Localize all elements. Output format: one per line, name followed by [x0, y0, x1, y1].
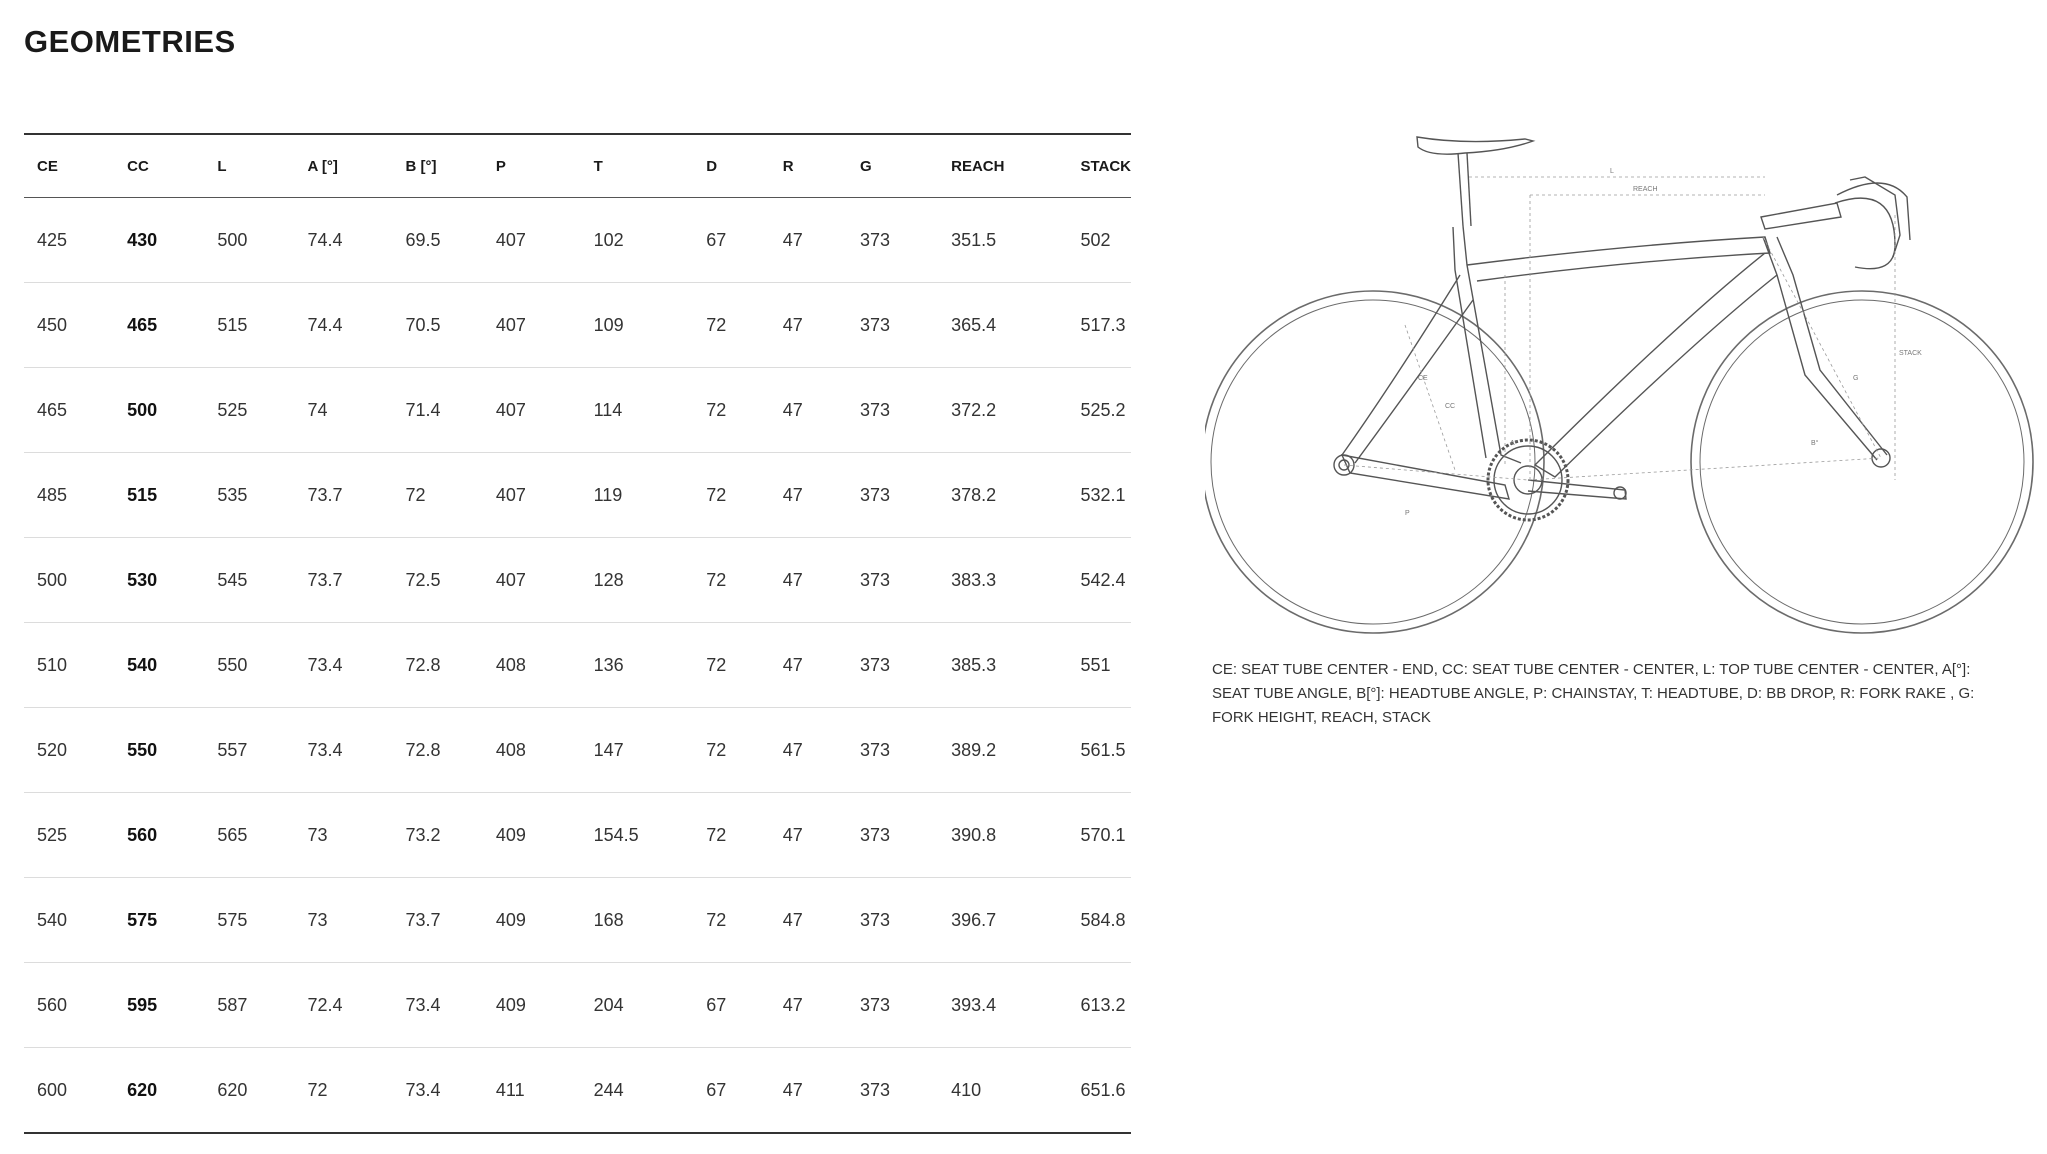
table-cell: 545 [204, 538, 294, 623]
table-cell: 373 [847, 623, 938, 708]
table-cell: 430 [114, 198, 204, 283]
table-cell: 47 [770, 198, 847, 283]
dim-label-cc: CC [1445, 403, 1456, 410]
table-cell: 407 [483, 538, 581, 623]
table-cell: 587 [204, 963, 294, 1048]
table-cell: 73 [294, 793, 392, 878]
table-cell: 407 [483, 198, 581, 283]
table-cell: 72 [693, 793, 769, 878]
table-cell: 515 [204, 283, 294, 368]
table-cell: 47 [782, 1079, 803, 1100]
table-cell: 525.2 [1067, 368, 1131, 453]
table-cell: 409 [483, 793, 581, 878]
table-cell: 378.2 [938, 453, 1067, 538]
table-cell: 128 [581, 538, 694, 623]
table-cell: 540 [24, 878, 114, 963]
table-cell: 72 [307, 1079, 328, 1100]
table-cell: 102 [581, 198, 694, 283]
table-cell: 72 [693, 878, 769, 963]
column-header: D [693, 134, 769, 198]
bike-geometry-diagram [1205, 125, 2035, 645]
bike-frame [1334, 226, 1890, 499]
table-cell: 465 [114, 283, 204, 368]
table-cell: 620 [217, 1079, 248, 1100]
table-cell: 365.4 [938, 283, 1067, 368]
table-cell: 500 [24, 538, 114, 623]
dim-label-a: A° [1510, 440, 1518, 447]
table-cell: 73.4 [294, 708, 392, 793]
column-header: R [770, 134, 847, 198]
table-cell: 47 [770, 538, 847, 623]
table-cell: 74.4 [294, 198, 392, 283]
table-cell: 72 [693, 623, 769, 708]
table-cell: 485 [24, 453, 114, 538]
table-cell: 515 [114, 453, 204, 538]
table-cell: 72 [693, 538, 769, 623]
table-cell: 595 [114, 963, 204, 1048]
table-cell: 47 [770, 368, 847, 453]
table-cell: 425 [24, 198, 114, 283]
table-cell: 373 [847, 793, 938, 878]
table-cell: 147 [581, 708, 694, 793]
dim-label-b: B° [1811, 440, 1819, 447]
dim-label-g: G [1853, 375, 1859, 382]
table-cell: 411 [495, 1079, 525, 1100]
table-cell: 72.8 [392, 623, 482, 708]
table-cell: 525 [204, 368, 294, 453]
table-cell: 72 [693, 453, 769, 538]
table-cell: 73.4 [294, 623, 392, 708]
table-cell: 600 [37, 1079, 68, 1100]
table-cell: 390.8 [938, 793, 1067, 878]
table-cell: 530 [114, 538, 204, 623]
saddle [1417, 137, 1533, 226]
table-cell: 72.5 [392, 538, 482, 623]
table-cell: 520 [24, 708, 114, 793]
table-cell: 114 [581, 368, 694, 453]
handlebar [1761, 177, 1910, 269]
table-cell: 71.4 [392, 368, 482, 453]
table-cell: 517.3 [1067, 283, 1131, 368]
column-header: T [581, 134, 694, 198]
table-cell: 119 [581, 453, 694, 538]
table-cell: 73.4 [405, 1079, 441, 1100]
table-cell: 72 [693, 708, 769, 793]
table-cell: 373 [847, 878, 938, 963]
dim-label-p: P [1405, 510, 1410, 517]
table-cell: 532.1 [1067, 453, 1131, 538]
table-cell: 407 [483, 283, 581, 368]
table-cell: 450 [24, 283, 114, 368]
column-header: P [483, 134, 581, 198]
crankset [1488, 440, 1626, 520]
page-title: GEOMETRIES [24, 24, 236, 59]
table-cell: 408 [483, 623, 581, 708]
table-cell: 204 [581, 963, 694, 1048]
table-cell: 168 [581, 878, 694, 963]
table-cell: 74.4 [294, 283, 392, 368]
table-cell: 550 [114, 708, 204, 793]
column-header: CE [24, 134, 114, 198]
table-cell: 47 [770, 793, 847, 878]
table-cell: 73.7 [294, 538, 392, 623]
table-cell: 69.5 [392, 198, 482, 283]
table-cell: 407 [483, 368, 581, 453]
table-cell: 393.4 [938, 963, 1067, 1048]
table-cell: 72 [392, 453, 482, 538]
table-cell: 109 [581, 283, 694, 368]
table-row [24, 708, 1131, 793]
table-cell: 73 [294, 878, 392, 963]
table-cell: 47 [770, 878, 847, 963]
table-cell: 74 [294, 368, 392, 453]
column-header: STACK [1067, 134, 1131, 198]
table-cell: 136 [581, 623, 694, 708]
dim-label-reach: REACH [1633, 186, 1658, 193]
table-cell: 47 [770, 453, 847, 538]
column-header: CC [114, 134, 204, 198]
table-cell: 396.7 [938, 878, 1067, 963]
column-header: G [847, 134, 938, 198]
table-cell: 383.3 [938, 538, 1067, 623]
column-header: REACH [938, 134, 1067, 198]
table-cell: 510 [24, 623, 114, 708]
dim-label-stack: STACK [1899, 350, 1922, 357]
table-cell: 70.5 [392, 283, 482, 368]
table-cell: 575 [204, 878, 294, 963]
table-cell: 72.8 [392, 708, 482, 793]
table-cell: 408 [483, 708, 581, 793]
table-cell: 373 [847, 538, 938, 623]
table-cell: 73.4 [392, 963, 482, 1048]
front-wheel [1691, 291, 2033, 633]
table-cell: 502 [1067, 198, 1131, 283]
table-cell: 72 [693, 368, 769, 453]
table-cell: 351.5 [938, 198, 1067, 283]
table-cell: 551 [1067, 623, 1131, 708]
table-body [24, 198, 1131, 1134]
table-cell: 651.6 [1080, 1079, 1126, 1100]
table-cell: 540 [114, 623, 204, 708]
table-row [24, 368, 1131, 453]
column-header: L [204, 134, 294, 198]
table-cell: 550 [204, 623, 294, 708]
table-row [24, 453, 1131, 538]
table-cell: 407 [483, 453, 581, 538]
table-cell: 244 [593, 1079, 624, 1100]
table-cell: 373 [847, 368, 938, 453]
table-cell: 389.2 [938, 708, 1067, 793]
table-cell: 613.2 [1067, 963, 1131, 1048]
table-cell: 154.5 [581, 793, 694, 878]
table-cell: 373 [847, 708, 938, 793]
table-cell: 584.8 [1067, 878, 1131, 963]
table-cell: 373 [847, 198, 938, 283]
table-row [24, 963, 1131, 1048]
table-cell: 373 [847, 453, 938, 538]
table-cell: 373 [847, 283, 938, 368]
bike-drawing [1205, 125, 2035, 645]
table-cell: 500 [114, 368, 204, 453]
geometry-legend: CE: SEAT TUBE CENTER - END, CC: SEAT TUBE CENTER - CENTER, L: TOP TUBE CENTER - CENTER, A[°]: SEAT TUBE ANGLE, B[°]: HEADTUBE ANGLE, P: CHAINSTAY, T: HEADTUBE, D: BB DROP, R: FORK RAKE , G: FORK HEIGHT, REACH, STACK [1212, 661, 1975, 726]
table-cell: 72 [693, 283, 769, 368]
table-cell: 373 [860, 1079, 891, 1100]
table-cell: 373 [847, 963, 938, 1048]
table-cell: 560 [24, 963, 114, 1048]
table-row [24, 198, 1131, 283]
table-cell: 560 [114, 793, 204, 878]
table-cell: 557 [204, 708, 294, 793]
table-row [24, 878, 1131, 963]
table-cell: 47 [770, 963, 847, 1048]
table-cell: 409 [483, 878, 581, 963]
table-cell: 47 [770, 623, 847, 708]
table-cell: 372.2 [938, 368, 1067, 453]
column-header: B [°] [392, 134, 482, 198]
table-header-row [24, 134, 1131, 198]
geometry-table [24, 133, 1131, 1134]
table-cell: 542.4 [1067, 538, 1131, 623]
table-cell: 73.7 [294, 453, 392, 538]
dim-label-ce: CE [1418, 375, 1428, 382]
table-cell: 385.3 [938, 623, 1067, 708]
table-cell: 500 [204, 198, 294, 283]
table-row [24, 538, 1131, 623]
table-cell: 465 [24, 368, 114, 453]
table-cell: 525 [24, 793, 114, 878]
table-cell: 72.4 [294, 963, 392, 1048]
table-cell: 47 [770, 283, 847, 368]
table-cell: 67 [706, 1079, 727, 1100]
table-cell: 409 [483, 963, 581, 1048]
table-cell: 565 [204, 793, 294, 878]
table-cell: 561.5 [1067, 708, 1131, 793]
table-cell: 620 [127, 1079, 158, 1100]
dim-label-l: L [1610, 168, 1614, 175]
table-row [24, 623, 1131, 708]
table-cell: 73.7 [392, 878, 482, 963]
table-cell: 575 [114, 878, 204, 963]
column-header: A [°] [294, 134, 392, 198]
table-row [24, 283, 1131, 368]
rear-wheel [1205, 291, 1544, 633]
table-cell: 73.2 [392, 793, 482, 878]
table-cell: 410 [951, 1079, 982, 1100]
table-row [24, 1048, 1131, 1134]
table-row [24, 793, 1131, 878]
table-cell: 535 [204, 453, 294, 538]
table-cell: 47 [770, 708, 847, 793]
table-cell: 570.1 [1067, 793, 1131, 878]
table-cell: 67 [693, 963, 769, 1048]
table-cell: 67 [693, 198, 769, 283]
